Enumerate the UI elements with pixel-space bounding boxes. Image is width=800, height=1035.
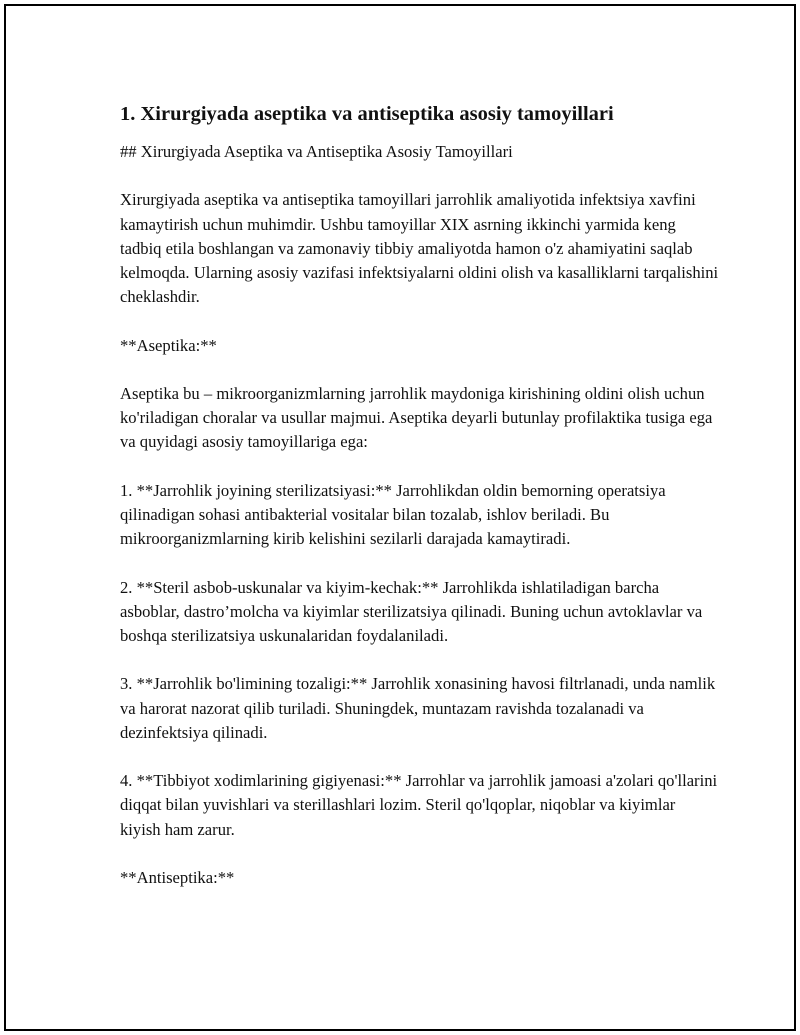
document-title: 1. Xirurgiyada aseptika va antiseptika asosiy tamoyillari <box>120 103 614 125</box>
list-item-1: 1. **Jarrohlik joyining sterilizatsiyasi:** Jarrohlikdan oldin bemorning operatsiya qilinadigan sohasi antibakterial vositalar bilan tozalab, ishlov beriladi. Bu mikroorganizmlarning kirib kelishini sezilarli darajada kamaytiradi. <box>120 480 666 549</box>
aseptika-paragraph: Aseptika bu – mikroorganizmlarning jarrohlik maydoniga kirishining oldini olish uchun ko'riladigan choralar va usullar majmui. Aseptika deyarli butunlay profilaktika tusiga ega va quyidagi asosiy tamoyillariga ega: <box>120 383 713 452</box>
list-item-3: 3. **Jarrohlik bo'limining tozaligi:** Jarrohlik xonasining havosi filtrlanadi, unda namlik va harorat nazorat qilib turiladi. Shuningdek, muntazam ravishda tozalanadi va dezinfektsiya qilinadi. <box>120 674 716 742</box>
aseptika-heading: **Aseptika:** <box>120 335 217 355</box>
antiseptika-heading: **Antiseptika:** <box>120 867 235 887</box>
list-item-4: 4. **Tibbiyot xodimlarining gigiyenasi:** Jarrohlar va jarrohlik jamoasi a'zolari qo'llarini diqqat bilan yuvishlari va sterillashlari lozim. Steril qo'lqoplar, niqoblar va kiyimlar kiyish ham zarur. <box>120 771 718 839</box>
list-item-2: 2. **Steril asbob-uskunalar va kiyim-kechak:** Jarrohlikda ishlatiladigan barcha asboblar, dastro’molcha va kiyimlar sterilizatsiya qilinadi. Buning uchun avtoklavlar va boshqa sterilizatsiya uskunalaridan foydalaniladi. <box>120 577 703 645</box>
document-body <box>120 102 720 914</box>
intro-paragraph: Xirurgiyada aseptika va antiseptika tamoyillari jarrohlik amaliyotida infektsiya xavfini kamaytirish uchun muhimdir. Ushbu tamoyillar XIX asrning ikkinchi yarmida keng tadbiq etila boshlangan va zamonaviy tibbiy amaliyotda hamon o'z ahamiyatini saqlab kelmoqda. Ularning asosiy vazifasi infektsiyalarni oldini olish va kasalliklarni tarqalishini cheklashdir. <box>120 190 719 307</box>
subheading: ## Xirurgiyada Aseptika va Antiseptika Asosiy Tamoyillari <box>120 142 513 161</box>
document-page <box>4 4 796 1031</box>
